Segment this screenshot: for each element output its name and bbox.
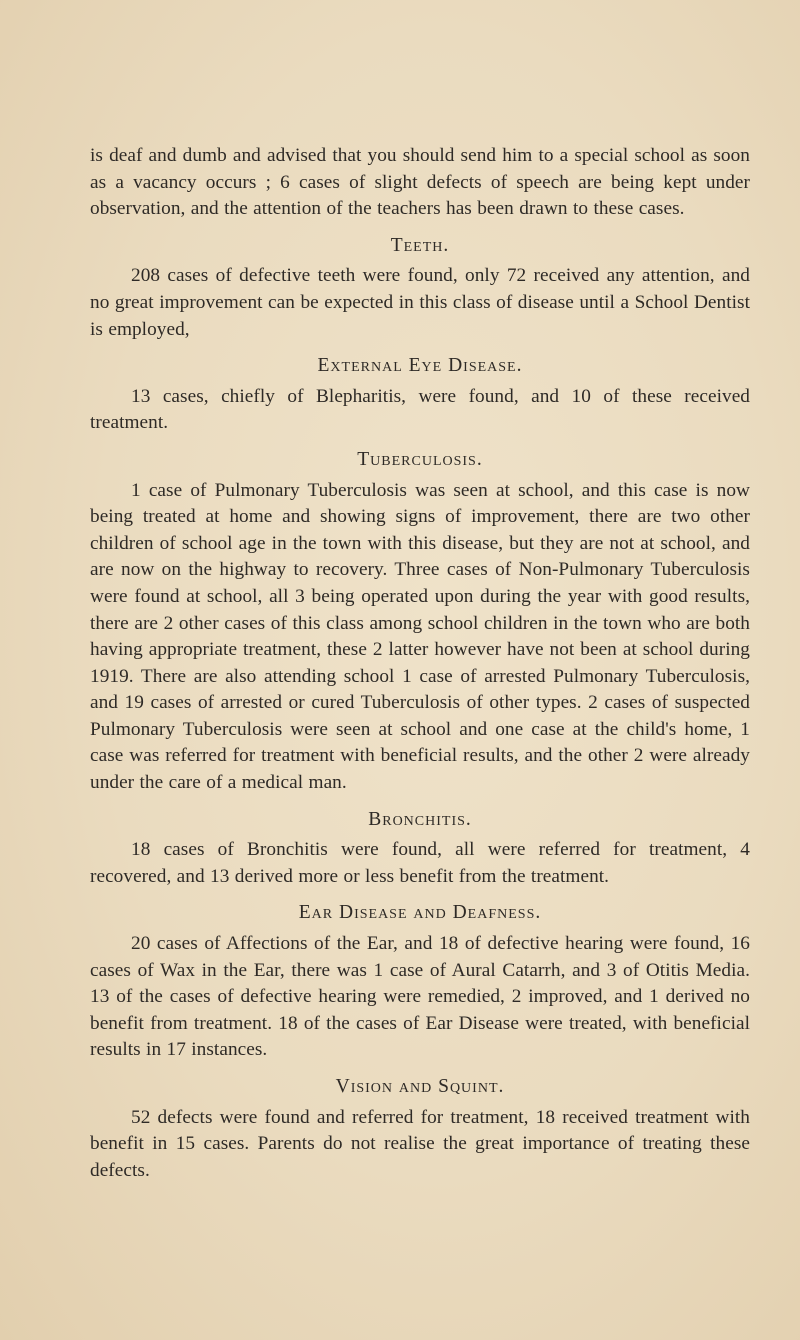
section-heading-vision-squint: Vision and Squint. [335,1076,505,1097]
section-body-external-eye-disease: 13 cases, chiefly of Blepharitis, were found, and 10 of these received treatment. [90,385,750,434]
section-vision-squint [90,1064,750,1184]
section-teeth [90,223,750,343]
section-body-bronchitis: 18 cases of Bronchitis were found, all were referred for treatment, 4 recovered, and 13 derived more or less benefit from the treatment. [90,839,750,887]
section-heading-external-eye-disease: External Eye Disease. [317,355,523,377]
section-external-eye-disease [90,343,750,437]
section-body-teeth: 208 cases of defective teeth were found, only 72 received any attention, and no great improvement can be expected in this class of disease until a School Dentist is employed, [90,265,750,340]
intro-paragraph: is deaf and dumb and advised that you should send him to a special school as soon as a vacancy occurs ; 6 cases of slight defects of speech are being kept under observation, and the attention of the teachers has been drawn to these cases. [90,145,750,220]
section-heading-teeth: Teeth. [390,234,450,256]
section-heading-ear-disease: Ear Disease and Deafness. [298,902,542,924]
section-tuberculosis [90,437,750,797]
section-ear-disease [90,890,750,1064]
section-heading-bronchitis: Bronchitis. [368,808,472,830]
section-heading-tuberculosis: Tuberculosis. [357,448,483,470]
section-bronchitis [90,797,750,891]
section-body-ear-disease: 20 cases of Affections of the Ear, and 18 of defective hearing were found, 16 cases of Wax in the Ear, there was 1 case of Aural Catarrh, and 3 of Otitis Media. 13 of the cases of defective hearing were remedied, 2 improved, and 1 derived no benefit from treatment. 18 of the cases of Ear Disease were treated, with beneficial results in 17 instances. [90,933,750,1061]
document-page [90,143,750,1184]
section-body-tuberculosis: 1 case of Pulmonary Tuberculosis was seen at school, and this case is now being treated at home and showing signs of improvement, there are two other children of school age in the town with this disease, but they are not at school, and are now on the highway to recovery. Three cases of Non-Pulmonary Tuberculosis were found at school, all 3 being operated upon during the year with good results, there are 2 other cases of this class among school children in the town who are both having appropriate treatment, these 2 latter however have not been at school during 1919. There are also attending school 1 case of arrested Pulmonary Tuberculosis, and 19 cases of arrested or cured Tuberculosis of other types. 2 cases of suspected Pulmonary Tuberculosis were seen at school and one case at the child's home, 1 case was referred for treatment with beneficial results, and the other 2 were already under the care of a medical man. [90,479,750,794]
section-body-vision-squint: 52 defects were found and referred for treatment, 18 received treatment with benefit in 15 cases. Parents do not realise the great importance of treating these defects. [90,1106,750,1181]
